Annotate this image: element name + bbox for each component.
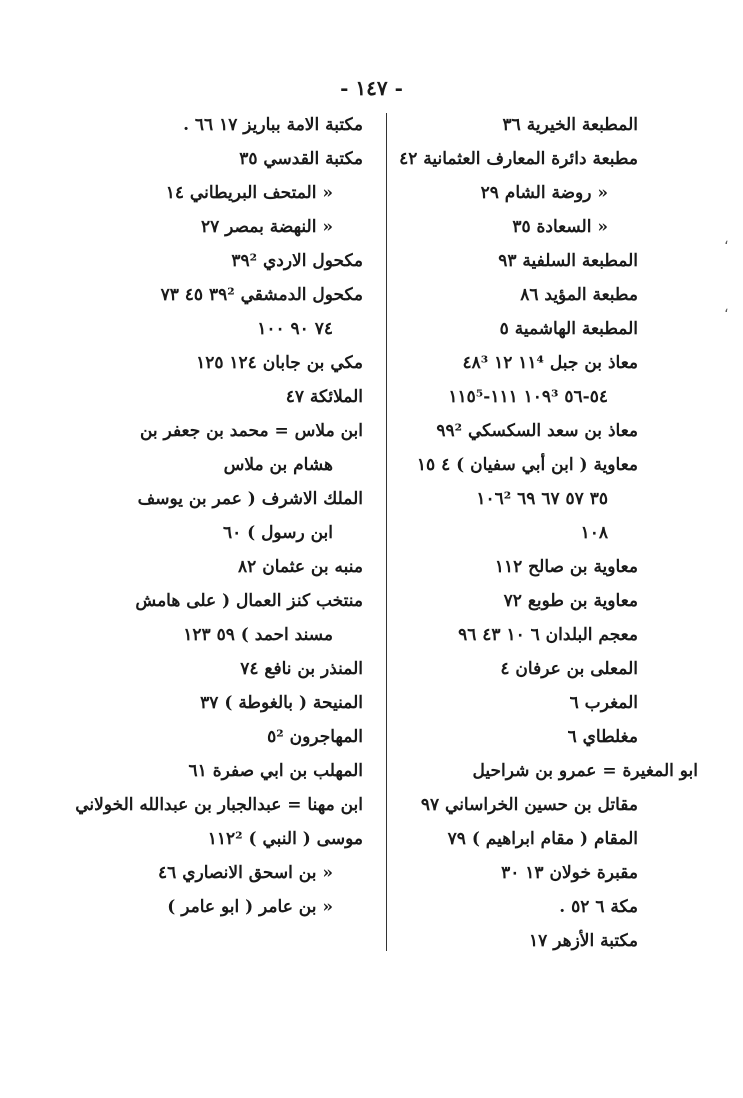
index-entry: منتخب كنز العمال ( على هامش xyxy=(135,591,363,611)
index-entry: المطبعة السلفية ٩٣ xyxy=(498,251,638,271)
index-entry: ٥٤-٥٦ ١٠٩³ ١١١-١١٥⁵ xyxy=(448,387,608,407)
index-column-left xyxy=(75,108,363,924)
index-entry: « النهضة بمصر ٢٧ xyxy=(200,217,333,237)
index-entry: مطبعة المؤيد ٨٦ xyxy=(520,285,638,305)
index-entry: معاذ بن سعد السكسكي ٩٩² xyxy=(436,421,638,441)
index-entry: معاوية ( ابن أبي سفيان ) ٤ ١٥ xyxy=(416,455,638,475)
index-entry: ١٠٨ xyxy=(580,523,608,543)
index-entry: المقام ( مقام ابراهيم ) ٧٩ xyxy=(447,829,638,849)
index-entry: مكتبة القدسي ٣٥ xyxy=(239,149,363,169)
index-entry: مكة ٦ ٥٢ . xyxy=(559,897,638,917)
index-entry: الملائكة ٤٧ xyxy=(285,387,363,407)
index-entry: معجم البلدان ٦ ١٠ ٤٣ ٩٦ xyxy=(458,625,638,645)
margin-mark: ، xyxy=(724,232,729,248)
index-entry: منبه بن عثمان ٨٢ xyxy=(238,557,363,577)
index-entry: المنيحة ( بالغوطة ) ٣٧ xyxy=(200,693,363,713)
index-entry: معاوية بن طوبع ٧٢ xyxy=(503,591,638,611)
index-entry: المعلى بن عرفان ٤ xyxy=(500,659,638,679)
index-entry: المهلب بن ابي صفرة ٦١ xyxy=(188,761,363,781)
margin-mark: ، xyxy=(724,300,729,316)
index-entry: ٣٥ ٥٧ ٦٧ ٦٩ ١٠٦² xyxy=(476,489,608,509)
index-entry: مكحول الاردي ٣٩² xyxy=(231,251,363,271)
index-entry: المطبعة الخيرية ٣٦ xyxy=(502,115,638,135)
column-divider xyxy=(386,113,387,951)
index-entry: ابو المغيرة = عمرو بن شراحيل xyxy=(472,761,698,781)
index-entry: مسند احمد ) ٥٩ ١٢٣ xyxy=(183,625,333,645)
index-entry: مقبرة خولان ١٣ ٣٠ xyxy=(501,863,638,883)
index-entry: المنذر بن نافع ٧٤ xyxy=(240,659,363,679)
index-entry: « بن عامر ( ابو عامر ) xyxy=(167,897,333,917)
index-entry: « روضة الشام ٢٩ xyxy=(480,183,608,203)
index-entry: ٧٤ ٩٠ ١٠٠ xyxy=(257,319,333,339)
index-entry: معاوية بن صالح ١١٢ xyxy=(494,557,638,577)
index-entry: موسى ( النبي ) ١١٢² xyxy=(207,829,363,849)
index-entry: الملك الاشرف ( عمر بن يوسف xyxy=(137,489,363,509)
index-entry: ابن رسول ) ٦٠ xyxy=(222,523,333,543)
index-entry: مكي بن جابان ١٢٤ ١٢٥ xyxy=(196,353,363,373)
index-entry: المغرب ٦ xyxy=(569,693,638,713)
index-entry: المطبعة الهاشمية ٥ xyxy=(499,319,638,339)
page-number: - ١٤٧ - xyxy=(340,76,403,100)
index-entry: مقاتل بن حسين الخراساني ٩٧ xyxy=(420,795,638,815)
index-entry: مكتبة الامة بباريز ١٧ ٦٦ . xyxy=(183,115,363,135)
index-entry: ابن مهنا = عبدالجبار بن عبدالله الخولاني xyxy=(75,795,363,815)
index-entry: « السعادة ٣٥ xyxy=(512,217,608,237)
index-entry: المهاجرون ٥² xyxy=(267,727,363,747)
index-entry: هشام بن ملاس xyxy=(223,455,333,475)
index-entry: مكحول الدمشقي ٣٩² ٤٥ ٧٣ xyxy=(160,285,363,305)
index-entry: ابن ملاس = محمد بن جعفر بن xyxy=(139,421,363,441)
index-entry: مطبعة دائرة المعارف العثمانية ٤٢ xyxy=(399,149,638,169)
index-entry: معاذ بن جبل ١١⁴ ١٢ ٤٨³ xyxy=(462,353,638,373)
index-column-right xyxy=(393,108,698,958)
index-entry: مكتبة الأزهر ١٧ xyxy=(529,931,638,951)
index-entry: « بن اسحق الانصاري ٤٦ xyxy=(158,863,333,883)
index-entry: مغلطاي ٦ xyxy=(567,727,638,747)
index-entry: « المتحف البريطاني ١٤ xyxy=(165,183,333,203)
